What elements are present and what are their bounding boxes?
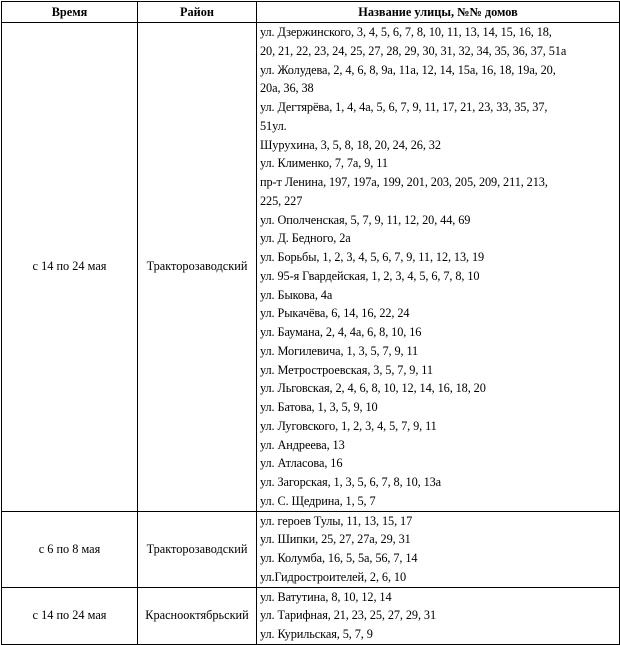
time-cell: с 14 по 24 мая (2, 23, 138, 512)
street-cell (257, 587, 620, 644)
street-line: ул. Рыкачёва, 6, 14, 16, 22, 24 (260, 306, 410, 321)
street-line: ул. Колумба, 16, 5, 5а, 56, 7, 14 (260, 551, 418, 565)
district-cell: Тракторозаводский (138, 511, 257, 587)
street-line: ул. Ватутина, 8, 10, 12, 14 (260, 589, 392, 604)
street-line: ул. Ополченская, 5, 7, 9, 11, 12, 20, 44, 69 (260, 212, 471, 227)
street-line: ул. Луговского, 1, 2, 3, 4, 5, 7, 9, 11 (260, 418, 437, 433)
district-cell: Тракторозаводский (138, 23, 257, 512)
street-line: ул. Д. Бедного, 2а (260, 231, 351, 246)
street-line: ул. Клименко, 7, 7а, 9, 11 (260, 156, 388, 171)
street-line: ул. Метростроевская, 3, 5, 7, 9, 11 (260, 362, 433, 377)
street-line: ул. Баумана, 2, 4, 4а, 6, 8, 10, 16 (260, 325, 422, 339)
street-line: пр-т Ленина, 197, 197а, 199, 201, 203, 205, 209, 211, 213, (260, 175, 548, 189)
street-line: ул. 95-я Гвардейская, 1, 2, 3, 4, 5, 6, 7, 8, 10 (260, 268, 480, 283)
street-line: ул. Могилевича, 1, 3, 5, 7, 9, 11 (260, 343, 419, 358)
street-line: Шурухина, 3, 5, 8, 18, 20, 24, 26, 32 (260, 137, 441, 152)
street-line: ул. Атласова, 16 (260, 456, 343, 471)
street-line: ул. Андреева, 13 (260, 437, 345, 452)
street-line: ул. Дегтярёва, 1, 4, 4а, 5, 6, 7, 9, 11, 17, 21, 23, 33, 35, 37, (260, 100, 548, 114)
table-row (2, 23, 620, 512)
street-line: ул. героев Тулы, 11, 13, 15, 17 (260, 513, 413, 528)
street-line: 225, 227 (260, 193, 303, 208)
street-line: ул.Гидростроителей, 2, 6, 10 (260, 569, 407, 584)
table-row (2, 511, 620, 587)
street-line: ул. Борьбы, 1, 2, 3, 4, 5, 6, 7, 9, 11, 12, 13, 19 (260, 250, 485, 264)
street-cell (257, 511, 620, 587)
street-line: 20а, 36, 38 (260, 81, 314, 96)
header-district: Район (138, 2, 257, 23)
street-line: ул. Шипки, 25, 27, 27а, 29, 31 (260, 532, 411, 547)
header-row (2, 2, 620, 23)
header-time: Время (2, 2, 138, 23)
header-street: Название улицы, №№ домов (257, 2, 620, 23)
street-line: ул. Жолудева, 2, 4, 6, 8, 9а, 11а, 12, 14, 15а, 16, 18, 19а, 20, (260, 62, 556, 77)
street-line: ул. Быкова, 4а (260, 287, 333, 302)
street-line: ул. Тарифная, 21, 23, 25, 27, 29, 31 (260, 608, 437, 623)
street-cell (257, 23, 620, 512)
time-cell: с 14 по 24 мая (2, 587, 138, 644)
schedule-table (1, 1, 620, 645)
street-line: ул. Дзержинского, 3, 4, 5, 6, 7, 8, 10, 11, 13, 14, 15, 16, 18, (260, 25, 552, 39)
street-line: 51ул. (260, 118, 287, 133)
street-line: ул. Загорская, 1, 3, 5, 6, 7, 8, 10, 13а (260, 475, 442, 489)
street-line: 20, 21, 22, 23, 24, 25, 27, 28, 29, 30, 31, 32, 34, 35, 36, 37, 51а (260, 43, 567, 58)
street-line: ул. Батова, 1, 3, 5, 9, 10 (260, 400, 378, 414)
street-line: ул. С. Щедрина, 1, 5, 7 (260, 493, 376, 508)
street-line: ул. Курильская, 5, 7, 9 (260, 627, 373, 641)
street-line: ул. Льговская, 2, 4, 6, 8, 10, 12, 14, 16, 18, 20 (260, 381, 486, 396)
table-row (2, 587, 620, 644)
district-cell: Краснооктябрьский (138, 587, 257, 644)
time-cell: с 6 по 8 мая (2, 511, 138, 587)
